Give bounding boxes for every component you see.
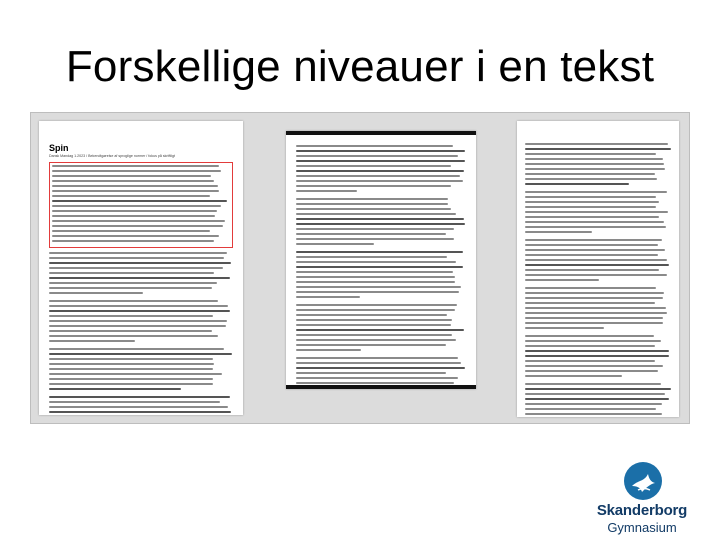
text-line <box>525 196 656 198</box>
text-line <box>525 345 655 347</box>
text-line <box>49 325 226 327</box>
text-line <box>296 223 465 225</box>
text-line <box>525 327 604 329</box>
text-line <box>525 370 658 372</box>
text-line <box>296 180 463 182</box>
text-line <box>296 213 456 215</box>
text-line <box>49 396 230 398</box>
text-line <box>296 190 357 192</box>
text-line <box>525 413 662 415</box>
text-line <box>49 277 230 279</box>
text-line <box>49 267 223 269</box>
page-heading: Spin <box>49 143 69 153</box>
text-line <box>525 153 656 155</box>
text-line <box>52 165 219 167</box>
text-line <box>49 315 213 317</box>
text-line <box>296 170 464 172</box>
text-line <box>49 310 230 312</box>
text-line <box>525 335 654 337</box>
text-line <box>296 165 451 167</box>
text-line <box>525 168 665 170</box>
text-line <box>49 300 218 302</box>
text-line <box>525 340 661 342</box>
text-line <box>49 272 214 274</box>
text-line <box>525 388 671 390</box>
text-line <box>296 362 461 364</box>
text-line <box>296 243 374 245</box>
text-line <box>525 143 668 145</box>
text-line <box>52 175 211 177</box>
text-line <box>525 398 669 400</box>
text-line <box>296 145 453 147</box>
text-line <box>49 305 228 307</box>
text-line <box>296 271 453 273</box>
text-line <box>525 259 667 261</box>
text-line <box>296 319 452 321</box>
text-line <box>525 249 665 251</box>
text-line <box>296 160 465 162</box>
text-line <box>296 304 457 306</box>
text-line <box>525 206 656 208</box>
highlighted-paragraph <box>49 162 233 248</box>
text-line <box>296 357 458 359</box>
text-line <box>525 163 664 165</box>
text-line <box>525 211 668 213</box>
text-line <box>525 279 599 281</box>
text-line <box>296 382 454 384</box>
document-page-2 <box>286 131 476 389</box>
text-line <box>525 183 629 185</box>
text-line <box>52 225 223 227</box>
text-line <box>296 175 460 177</box>
text-line <box>525 274 667 276</box>
text-line <box>296 344 446 346</box>
slide-title: Forskellige niveauer i en tekst <box>65 42 655 91</box>
text-line <box>52 170 221 172</box>
text-line <box>49 388 181 390</box>
text-line <box>296 251 463 253</box>
text-line <box>49 363 214 365</box>
text-line <box>49 368 213 370</box>
text-line <box>52 210 217 212</box>
text-line <box>525 287 656 289</box>
text-line <box>525 201 659 203</box>
text-line <box>296 286 461 288</box>
text-line <box>296 349 361 351</box>
text-line <box>52 205 221 207</box>
text-line <box>525 302 655 304</box>
text-line <box>52 215 215 217</box>
text-line <box>525 365 663 367</box>
text-line <box>525 393 665 395</box>
text-line <box>296 261 456 263</box>
text-line <box>525 191 667 193</box>
text-line <box>296 155 458 157</box>
text-line <box>525 264 669 266</box>
text-line <box>49 383 213 385</box>
text-line <box>296 233 446 235</box>
text-line <box>296 203 448 205</box>
text-line <box>49 252 227 254</box>
text-line <box>49 353 232 355</box>
text-line <box>525 322 663 324</box>
text-line <box>525 244 658 246</box>
text-line <box>525 292 664 294</box>
text-line <box>525 312 667 314</box>
text-line <box>49 287 212 289</box>
document-page-3 <box>517 121 679 417</box>
text-line <box>525 355 669 357</box>
text-line <box>49 378 213 380</box>
document-page-1 <box>39 121 243 415</box>
page-2-text-lines <box>296 145 466 389</box>
text-line <box>52 200 227 202</box>
text-line <box>296 266 463 268</box>
text-line <box>525 350 669 352</box>
text-line <box>525 383 661 385</box>
text-line <box>525 231 592 233</box>
text-line <box>296 314 447 316</box>
text-line <box>525 269 659 271</box>
text-line <box>525 360 655 362</box>
text-line <box>49 335 218 337</box>
text-line <box>296 281 455 283</box>
school-logo <box>582 462 702 540</box>
text-line <box>49 262 231 264</box>
text-line <box>525 375 622 377</box>
text-line <box>296 291 459 293</box>
text-line <box>296 377 458 379</box>
bird-logo-icon <box>624 462 662 500</box>
text-line <box>525 408 656 410</box>
text-line <box>525 254 658 256</box>
text-line <box>52 195 210 197</box>
text-line <box>49 330 212 332</box>
page-1-text-lines <box>49 252 233 415</box>
text-line <box>49 411 231 413</box>
text-line <box>296 309 455 311</box>
text-line <box>525 239 662 241</box>
text-line <box>49 348 224 350</box>
text-line <box>49 401 220 403</box>
text-line <box>525 148 671 150</box>
text-line <box>49 373 222 375</box>
text-line <box>296 296 360 298</box>
text-line <box>296 387 448 389</box>
text-line <box>296 198 448 200</box>
text-line <box>52 220 225 222</box>
text-line <box>52 185 218 187</box>
text-line <box>52 190 219 192</box>
text-line <box>525 226 666 228</box>
text-line <box>296 238 454 240</box>
text-line <box>296 329 464 331</box>
text-line <box>52 230 210 232</box>
text-line <box>525 403 662 405</box>
text-line <box>525 221 664 223</box>
text-line <box>525 178 657 180</box>
text-line <box>525 158 663 160</box>
text-line <box>525 317 663 319</box>
text-line <box>525 297 663 299</box>
text-line <box>296 185 451 187</box>
text-line <box>296 367 465 369</box>
logo-name: Skanderborg <box>596 502 688 519</box>
text-line <box>525 307 666 309</box>
text-line <box>525 173 655 175</box>
page-3-text-lines <box>525 143 671 417</box>
text-line <box>49 358 213 360</box>
highlighted-text-lines <box>52 165 230 242</box>
text-line <box>49 292 143 294</box>
text-line <box>49 282 217 284</box>
text-line <box>296 208 451 210</box>
text-line <box>49 406 228 408</box>
text-line <box>296 334 452 336</box>
text-line <box>49 257 224 259</box>
text-line <box>296 256 447 258</box>
document-screenshot <box>30 112 690 424</box>
page-subheading: Dansk Mandag 1.2023 / Bekendtgørelse af sproglige normer / fokus på skriftligt <box>49 154 176 158</box>
text-line <box>296 228 454 230</box>
text-line <box>296 372 446 374</box>
text-line <box>296 339 456 341</box>
text-line <box>49 320 227 322</box>
text-line <box>525 216 659 218</box>
logo-subtitle: Gymnasium <box>607 520 677 535</box>
text-line <box>296 150 465 152</box>
text-line <box>49 340 135 342</box>
text-line <box>296 276 455 278</box>
text-line <box>296 218 464 220</box>
text-line <box>52 180 214 182</box>
text-line <box>296 324 451 326</box>
text-line <box>52 240 214 242</box>
text-line <box>52 235 219 237</box>
